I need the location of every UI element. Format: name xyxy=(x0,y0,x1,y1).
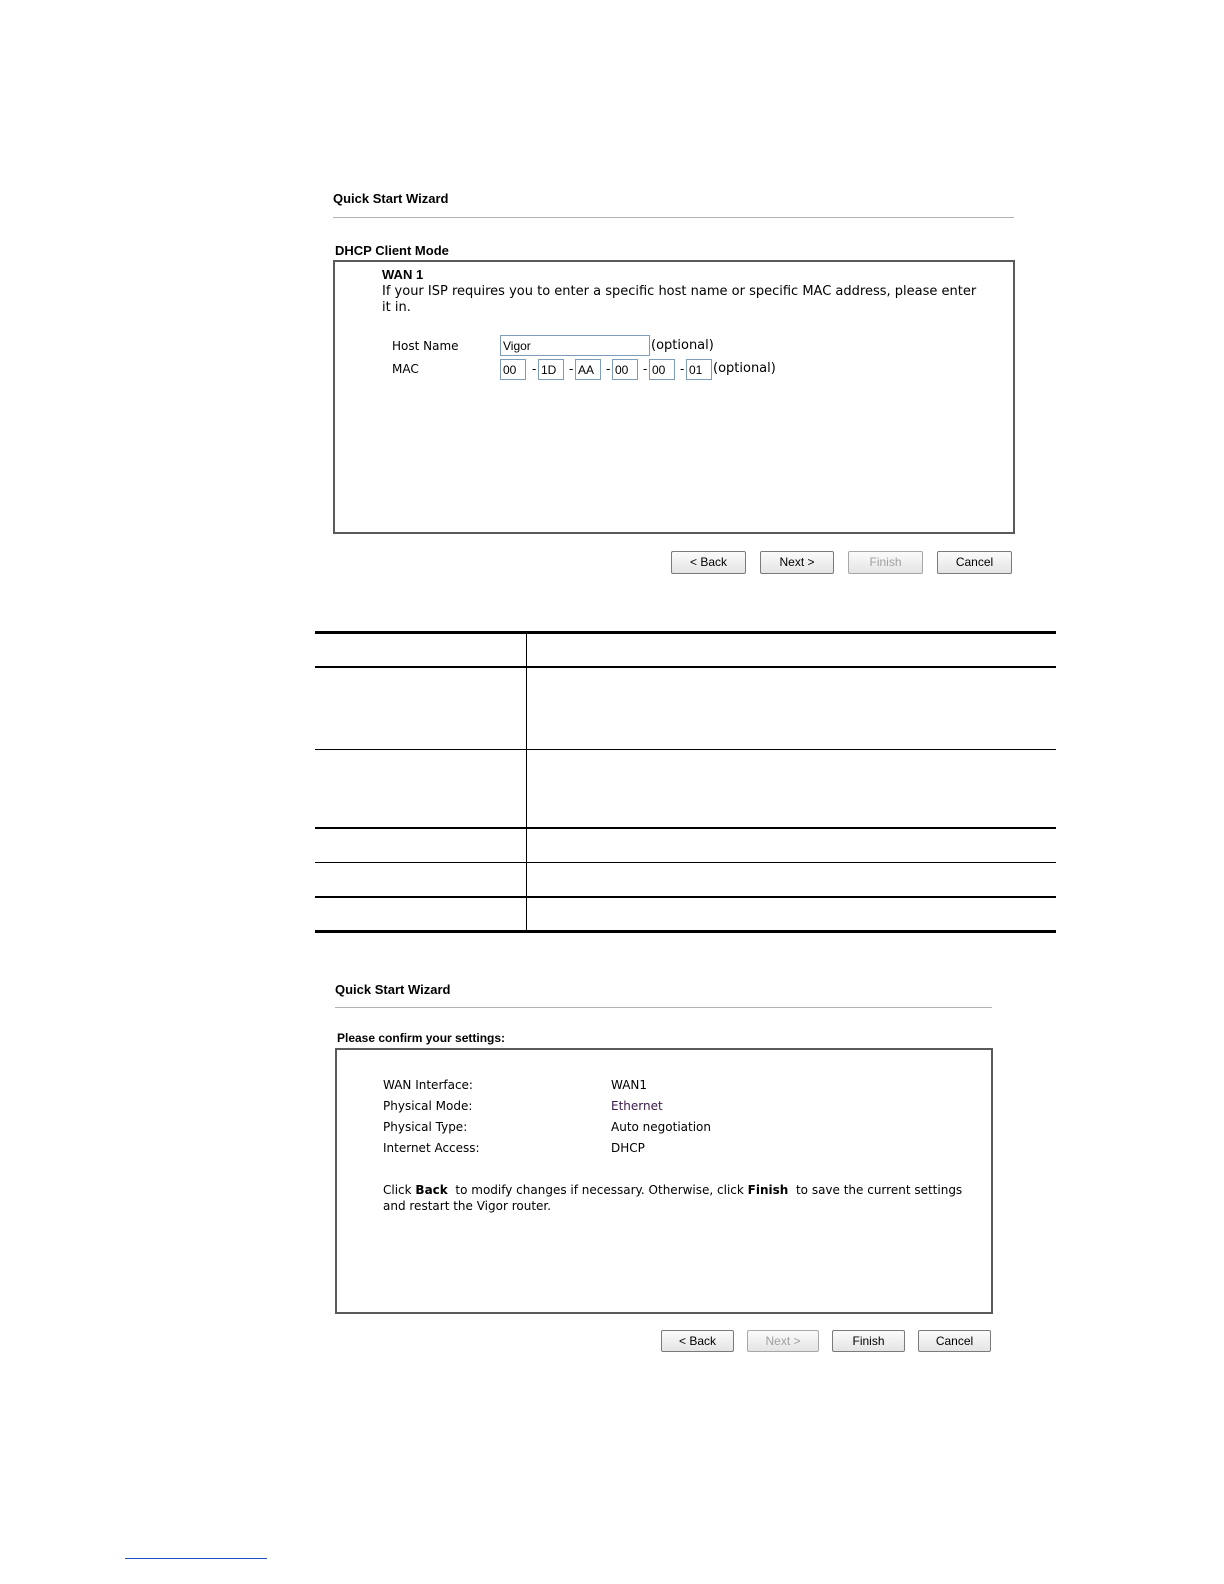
confirm-cancel-button[interactable]: Cancel xyxy=(918,1330,991,1352)
confirm-back-keyword: Back xyxy=(415,1183,448,1197)
mac-separator: - xyxy=(680,361,685,376)
summary-label-physical-type: Physical Type: xyxy=(383,1120,468,1134)
finish-button[interactable]: Finish xyxy=(848,551,923,574)
table-bottom-border xyxy=(315,930,1056,933)
summary-value-physical-type: Auto negotiation xyxy=(611,1120,712,1134)
mac-octet-6-input[interactable] xyxy=(686,359,712,380)
confirm-text-part: Click xyxy=(383,1183,416,1197)
wizard1-title: Quick Start Wizard xyxy=(333,191,449,206)
confirm-finish-keyword: Finish xyxy=(747,1183,789,1197)
table-row-divider xyxy=(315,827,1056,829)
confirm-text-part: to modify changes if necessary. Otherwise, click xyxy=(447,1183,748,1197)
confirm-settings-panel xyxy=(335,1048,993,1314)
dhcp-description: If your ISP requires you to enter a specific host name or specific MAC address, please enter it in. xyxy=(382,284,977,315)
dhcp-section-title: DHCP Client Mode xyxy=(335,243,449,258)
summary-value-physical-mode: Ethernet xyxy=(611,1099,663,1113)
mac-octet-3-input[interactable] xyxy=(575,359,601,380)
mac-separator: - xyxy=(532,361,537,376)
mac-octet-4-input[interactable] xyxy=(612,359,638,380)
mac-label: MAC xyxy=(392,362,419,376)
confirm-section-title: Please confirm your settings: xyxy=(337,1031,506,1045)
mac-octet-2-input[interactable] xyxy=(538,359,564,380)
table-top-border xyxy=(315,631,1056,634)
back-button[interactable]: < Back xyxy=(671,551,746,574)
confirm-instructions xyxy=(383,1182,967,1214)
table-row-divider xyxy=(315,862,1056,863)
mac-separator: - xyxy=(643,361,648,376)
mac-octet-5-input[interactable] xyxy=(649,359,675,380)
summary-value-internet-access: DHCP xyxy=(611,1141,645,1155)
confirm-back-button[interactable]: < Back xyxy=(661,1330,734,1352)
summary-value-wan-interface: WAN1 xyxy=(611,1078,648,1092)
confirm-text-part: to save the current settings and restart the Vigor router. xyxy=(383,1183,967,1213)
table-row-divider xyxy=(315,749,1056,750)
mac-optional-note: (optional) xyxy=(713,361,776,376)
confirm-finish-button[interactable]: Finish xyxy=(832,1330,905,1352)
footnote-separator xyxy=(125,1558,267,1559)
next-button[interactable]: Next > xyxy=(760,551,834,574)
mac-separator: - xyxy=(606,361,611,376)
confirm-next-button[interactable]: Next > xyxy=(747,1330,819,1352)
summary-label-internet-access: Internet Access: xyxy=(383,1141,480,1155)
table-column-divider xyxy=(526,633,527,932)
wizard2-title: Quick Start Wizard xyxy=(335,982,451,997)
wan-label: WAN 1 xyxy=(382,267,424,282)
wizard1-title-divider xyxy=(333,217,1014,218)
cancel-button[interactable]: Cancel xyxy=(937,551,1012,574)
mac-octet-1-input[interactable] xyxy=(500,359,526,380)
summary-label-wan-interface: WAN Interface: xyxy=(383,1078,473,1092)
dhcp-settings-panel xyxy=(333,260,1015,534)
mac-separator: - xyxy=(569,361,574,376)
table-header-divider xyxy=(315,666,1056,668)
summary-label-physical-mode: Physical Mode: xyxy=(383,1099,473,1113)
table-row-divider xyxy=(315,896,1056,898)
host-name-optional-note: (optional) xyxy=(651,338,714,353)
host-name-label: Host Name xyxy=(392,339,459,353)
wizard2-title-divider xyxy=(335,1007,992,1008)
host-name-input[interactable] xyxy=(500,335,650,356)
